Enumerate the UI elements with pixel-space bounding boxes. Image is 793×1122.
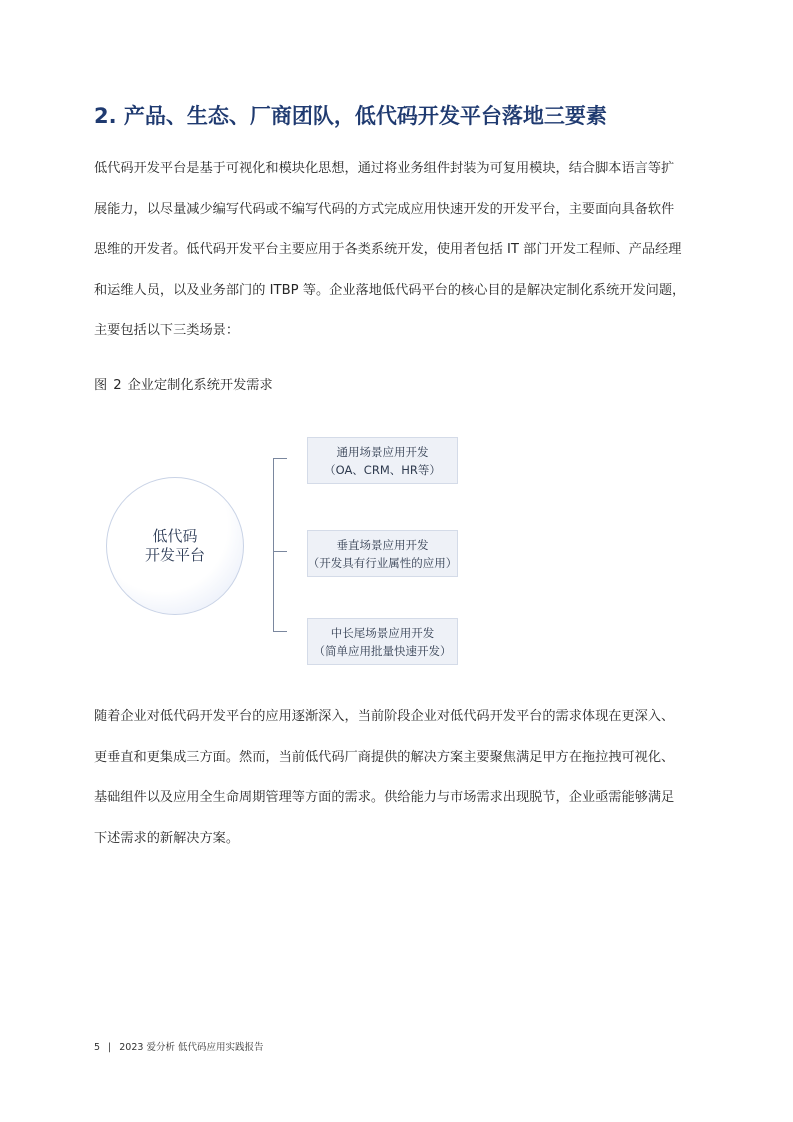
section-heading: 2. 产品、生态、厂商团队，低代码开发平台落地三要素: [94, 104, 607, 128]
paragraph-line: 基础组件以及应用全生命周期管理等方面的需求。供给能力与市场需求出现脱节，企业亟需能够满足: [94, 790, 675, 805]
circle-label-line2: 开发平台: [144, 546, 205, 564]
intro-paragraph: [94, 149, 704, 352]
paragraph-line: 展能力，以尽量减少编写代码或不编写代码的方式完成应用快速开发的开发平台，主要面向具备软件: [94, 201, 675, 217]
connector-middle-line: [273, 551, 287, 552]
paragraph-line: 更垂直和更集成三方面。然而，当前低代码厂商提供的解决方案主要聚焦满足甲方在拖拉拽可视化、: [94, 749, 675, 765]
scenario-title: 通用场景应用开发: [336, 444, 429, 459]
footer-separator: |: [108, 1042, 112, 1053]
page-number: 5: [94, 1042, 101, 1053]
scenario-subtitle: （开发具有行业属性的应用）: [307, 555, 458, 570]
scenario-subtitle: （简单应用批量快速开发）: [313, 643, 452, 658]
figure-caption-number: 2: [113, 378, 122, 393]
figure-caption-text: 企业定制化系统开发需求: [127, 378, 273, 393]
scenario-subtitle: （OA、CRM、HR等）: [324, 462, 441, 477]
paragraph-line: 主要包括以下三类场景：: [94, 323, 240, 338]
scenario-box-long-tail: [307, 618, 458, 665]
figure-caption-prefix: 图: [94, 378, 108, 393]
paragraph-line: 低代码开发平台是基于可视化和模块化思想，通过将业务组件封装为可复用模块，结合脚本语言等扩: [94, 161, 675, 176]
figure-caption: [94, 374, 273, 393]
scenario-title: 中长尾场景应用开发: [330, 625, 435, 640]
scenario-box-general: [307, 437, 458, 484]
scenario-box-vertical: [307, 530, 458, 577]
connector-bracket: [273, 458, 287, 632]
paragraph-line: 和运维人员，以及业务部门的 ITBP 等。企业落地低代码平台的核心目的是解决定制化系统开发问题，: [94, 282, 686, 298]
paragraph-line: 思维的开发者。低代码开发平台主要应用于各类系统开发，使用者包括 IT 部门开发工程师、产品经理: [94, 242, 682, 257]
circle-label-line1: 低代码: [152, 527, 198, 545]
low-code-platform-circle: [106, 477, 244, 615]
paragraph-line: 随着企业对低代码开发平台的应用逐渐深入，当前阶段企业对低代码开发平台的需求体现在更深入、: [94, 709, 675, 724]
paragraph-line: 下述需求的新解决方案。: [94, 830, 240, 846]
page-footer: [94, 1039, 263, 1053]
footer-text: 2023 爱分析 低代码应用实践报告: [119, 1042, 264, 1053]
demand-paragraph: [94, 697, 704, 859]
scenario-title: 垂直场景应用开发: [336, 537, 429, 552]
